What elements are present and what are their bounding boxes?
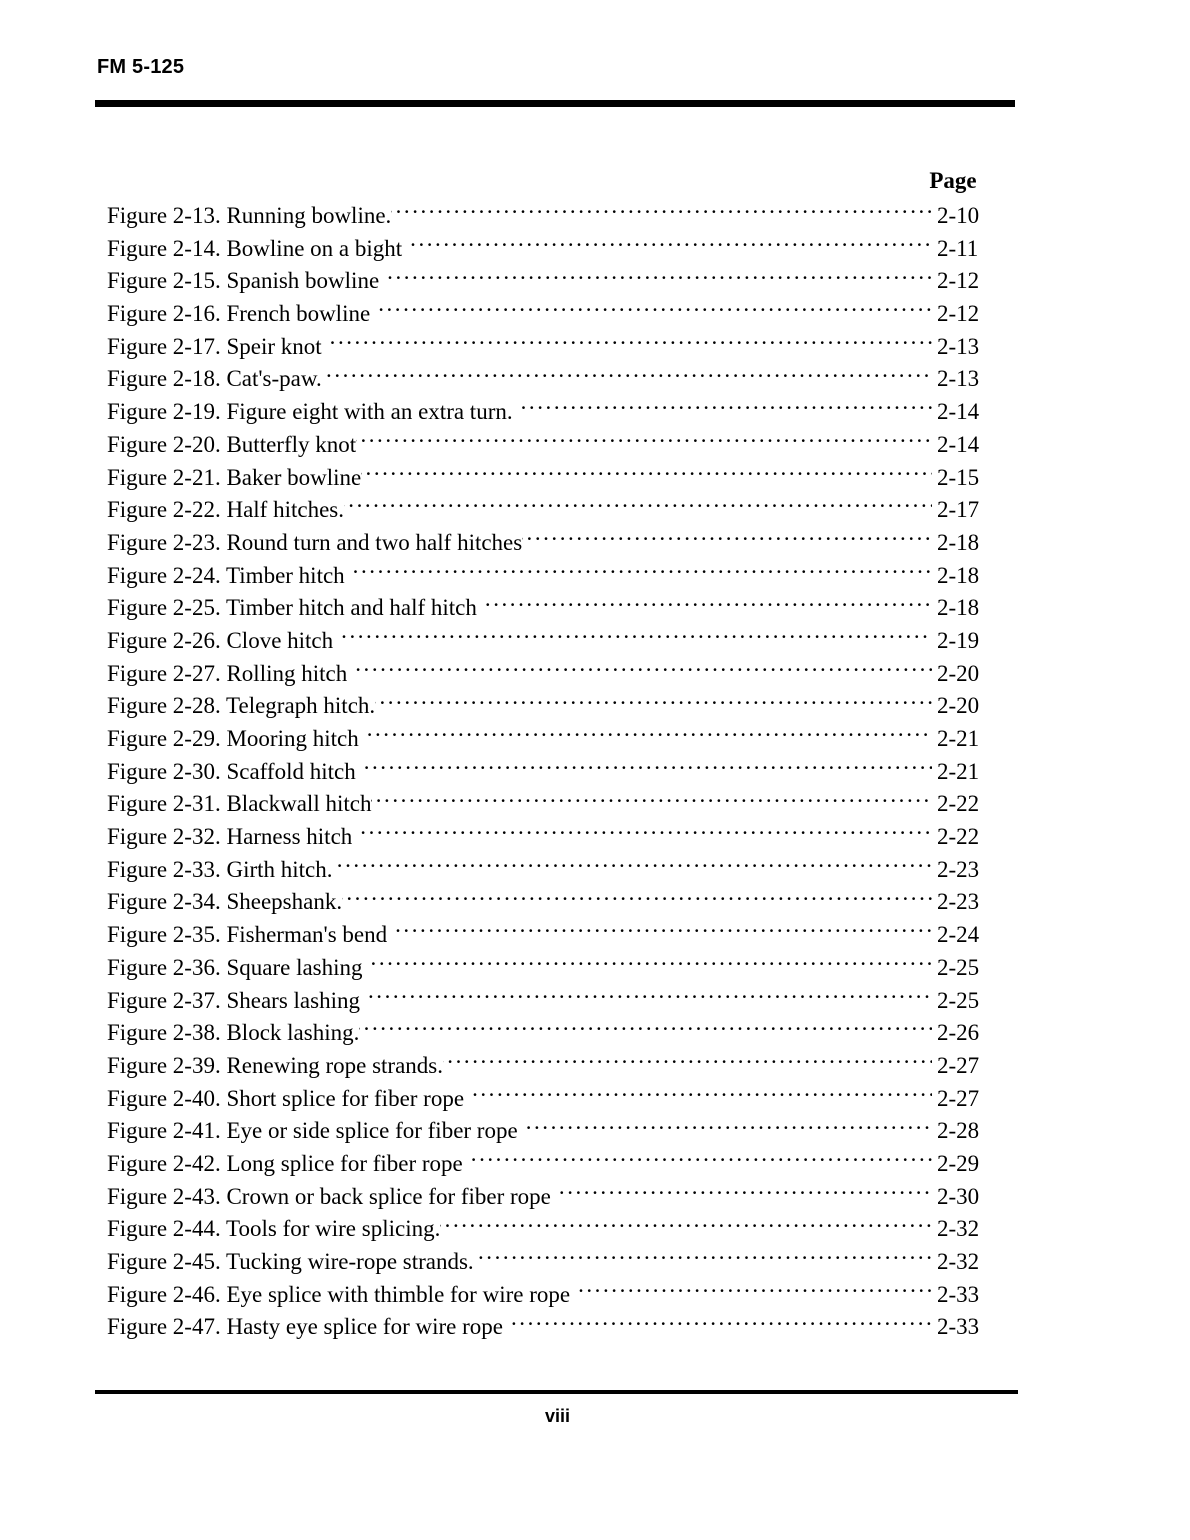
dot-leader [518,1115,932,1138]
dot-leader [342,886,932,909]
figure-list-item[interactable] [95,625,1017,658]
figure-page-number: 2-14 [937,399,980,425]
dot-leader [371,788,932,811]
dot-leader [477,592,932,615]
header-rule [95,100,1015,107]
figure-page-number: 2-11 [937,235,979,261]
figure-caption: Figure 2-35. Fisherman's bend [107,922,388,948]
figure-page-number: 2-19 [937,627,980,653]
figure-caption: Figure 2-28. Telegraph hitch. [107,693,376,719]
figure-caption: Figure 2-44. Tools for wire splicing. [107,1216,441,1242]
figure-list-item[interactable] [95,462,1017,495]
figure-caption: Figure 2-32. Harness hitch [107,824,353,850]
figure-list-item[interactable] [95,821,1017,854]
figure-list-item[interactable] [95,265,1017,298]
figure-list-item[interactable] [95,690,1017,723]
figure-caption: Figure 2-39. Renewing rope strands. [107,1052,443,1078]
figure-list-item[interactable] [95,985,1017,1018]
figure-list-item[interactable] [95,527,1017,560]
figure-page-number: 2-25 [937,954,980,980]
dot-leader [443,1050,932,1073]
figure-list-item[interactable] [95,233,1017,266]
figure-list-item[interactable] [95,1279,1017,1312]
figure-caption: Figure 2-25. Timber hitch and half hitch [107,595,477,621]
figure-page-number: 2-24 [937,922,980,948]
dot-leader [359,723,932,746]
dot-leader [361,462,932,485]
figure-page-number: 2-18 [937,529,980,555]
figure-page-number: 2-20 [937,660,980,686]
figure-list-item[interactable] [95,429,1017,462]
figure-list-item[interactable] [95,1181,1017,1214]
figure-caption: Figure 2-42. Long splice for fiber rope [107,1150,463,1176]
footer-rule [95,1390,1018,1394]
dot-leader [322,331,932,354]
figure-list [95,200,1017,1344]
figure-list-item[interactable] [95,1083,1017,1116]
figure-caption: Figure 2-29. Mooring hitch [107,726,359,751]
figure-caption: Figure 2-37. Shears lashing [107,987,360,1013]
figure-page-number: 2-27 [937,1052,980,1078]
dot-leader [551,1181,932,1204]
figure-caption: Figure 2-23. Round turn and two half hitches [107,529,523,555]
figure-page-number: 2-22 [937,791,980,817]
figure-caption: Figure 2-34. Sheepshank. [107,889,343,915]
figure-page-number: 2-28 [937,1118,980,1144]
dot-leader [463,1148,932,1171]
figure-page-number: 2-15 [937,464,980,490]
figure-page-number: 2-12 [937,301,980,327]
dot-leader [503,1311,932,1334]
figure-page-number: 2-17 [937,497,980,523]
dot-leader [570,1279,932,1302]
dot-leader [356,756,932,779]
figure-list-item[interactable] [95,1148,1017,1181]
figure-page-number: 2-12 [937,268,980,294]
figure-caption: Figure 2-27. Rolling hitch [107,660,348,686]
dot-leader [440,1213,932,1236]
figure-page-number: 2-13 [937,333,980,359]
figure-page-number: 2-18 [937,562,980,588]
figure-list-item[interactable] [95,1246,1017,1279]
figure-list-item[interactable] [95,886,1017,919]
figure-caption: Figure 2-40. Short splice for fiber rope [107,1085,465,1111]
figure-caption: Figure 2-46. Eye splice with thimble for wire rope [107,1281,571,1307]
figure-page-number: 2-21 [937,758,980,784]
figure-caption: Figure 2-18. Cat's-paw. [107,366,322,392]
figure-caption: Figure 2-43. Crown or back splice for fiber rope [107,1183,551,1209]
figure-page-number: 2-32 [937,1249,980,1274]
dot-leader [375,690,932,713]
figure-list-item[interactable] [95,363,1017,396]
figure-caption: Figure 2-15. Spanish bowline [107,268,380,294]
column-header-row [95,168,1015,194]
dot-leader [379,265,932,288]
figure-caption: Figure 2-22. Half hitches. [107,497,344,523]
figure-caption: Figure 2-21. Baker bowline [107,464,362,490]
figure-page-number: 2-33 [937,1281,980,1307]
figure-caption: Figure 2-45. Tucking wire-rope strands. [107,1249,474,1274]
figure-caption: Figure 2-13. Running bowline. [107,203,392,228]
dot-leader [391,200,932,223]
figure-list-item[interactable] [95,756,1017,789]
figure-page-number: 2-25 [937,987,980,1013]
dot-leader [333,625,932,648]
figure-caption: Figure 2-36. Square lashing [107,954,363,980]
figure-list-item[interactable] [95,298,1017,331]
dot-leader [522,527,932,550]
figure-page-number: 2-27 [937,1085,980,1111]
figure-page-number: 2-22 [937,824,980,850]
figure-list-item[interactable] [95,1213,1017,1246]
figure-page-number: 2-13 [937,366,980,392]
figure-list-item[interactable] [95,200,1017,233]
figure-list-item[interactable] [95,396,1017,429]
figure-page-number: 2-29 [937,1150,980,1176]
figure-list-item[interactable] [95,919,1017,952]
figure-page-number: 2-23 [937,856,980,882]
dot-leader [359,1017,932,1040]
figure-list-item[interactable] [95,788,1017,821]
figure-list-item[interactable] [95,1050,1017,1083]
dot-leader [347,658,932,681]
figure-list-item[interactable] [95,658,1017,691]
figure-list-item[interactable] [95,952,1017,985]
figure-list-item[interactable] [95,723,1017,756]
figure-list-item[interactable] [95,560,1017,593]
figure-caption: Figure 2-33. Girth hitch. [107,856,333,882]
figure-page-number: 2-23 [937,889,980,915]
dot-leader [464,1083,932,1106]
figure-caption: Figure 2-31. Blackwall hitch [107,791,372,817]
running-head: FM 5-125 [97,56,185,78]
figure-caption: Figure 2-41. Eye or side splice for fiber rope [107,1118,518,1144]
figure-page-number: 2-33 [937,1314,980,1340]
figure-list-item[interactable] [95,1311,1017,1344]
figure-caption: Figure 2-26. Clove hitch [107,627,334,653]
figure-caption: Figure 2-14. Bowline on a bight [107,235,403,261]
figure-caption: Figure 2-20. Butterfly knot [107,431,357,457]
figure-page-number: 2-21 [937,726,980,751]
dot-leader [352,821,932,844]
dot-leader [356,429,932,452]
figure-caption: Figure 2-17. Speir knot [107,333,322,359]
dot-leader [513,396,932,419]
dot-leader [402,233,932,256]
figure-page-number: 2-30 [937,1183,980,1209]
page-column-header: Page [929,168,977,193]
figure-caption: Figure 2-30. Scaffold hitch [107,758,356,784]
figure-list-item[interactable] [95,854,1017,887]
figure-list-item[interactable] [95,1017,1017,1050]
dot-leader [345,560,932,583]
dot-leader [322,363,932,386]
figure-caption: Figure 2-24. Timber hitch [107,562,345,588]
figure-caption: Figure 2-38. Block lashing. [107,1020,360,1046]
figure-page-number: 2-18 [937,595,980,621]
figure-caption: Figure 2-16. French bowline [107,301,371,327]
figure-page-number: 2-20 [937,693,980,719]
figure-page-number: 2-10 [937,203,980,228]
figure-page-number: 2-14 [937,431,980,457]
figure-list-item[interactable] [95,1115,1017,1148]
figure-page-number: 2-32 [937,1216,980,1242]
figure-list-item[interactable] [95,494,1017,527]
figure-page-number: 2-26 [937,1020,980,1046]
dot-leader [344,494,932,517]
dot-leader [363,952,932,975]
dot-leader [474,1246,932,1269]
page-folio: viii [544,1406,570,1426]
figure-caption: Figure 2-47. Hasty eye splice for wire rope [107,1314,503,1340]
dot-leader [387,919,932,942]
dot-leader [360,985,932,1008]
figure-list-item[interactable] [95,592,1017,625]
dot-leader [370,298,932,321]
figure-list-item[interactable] [95,331,1017,364]
figure-caption: Figure 2-19. Figure eight with an extra turn. [107,399,513,425]
dot-leader [333,854,933,877]
